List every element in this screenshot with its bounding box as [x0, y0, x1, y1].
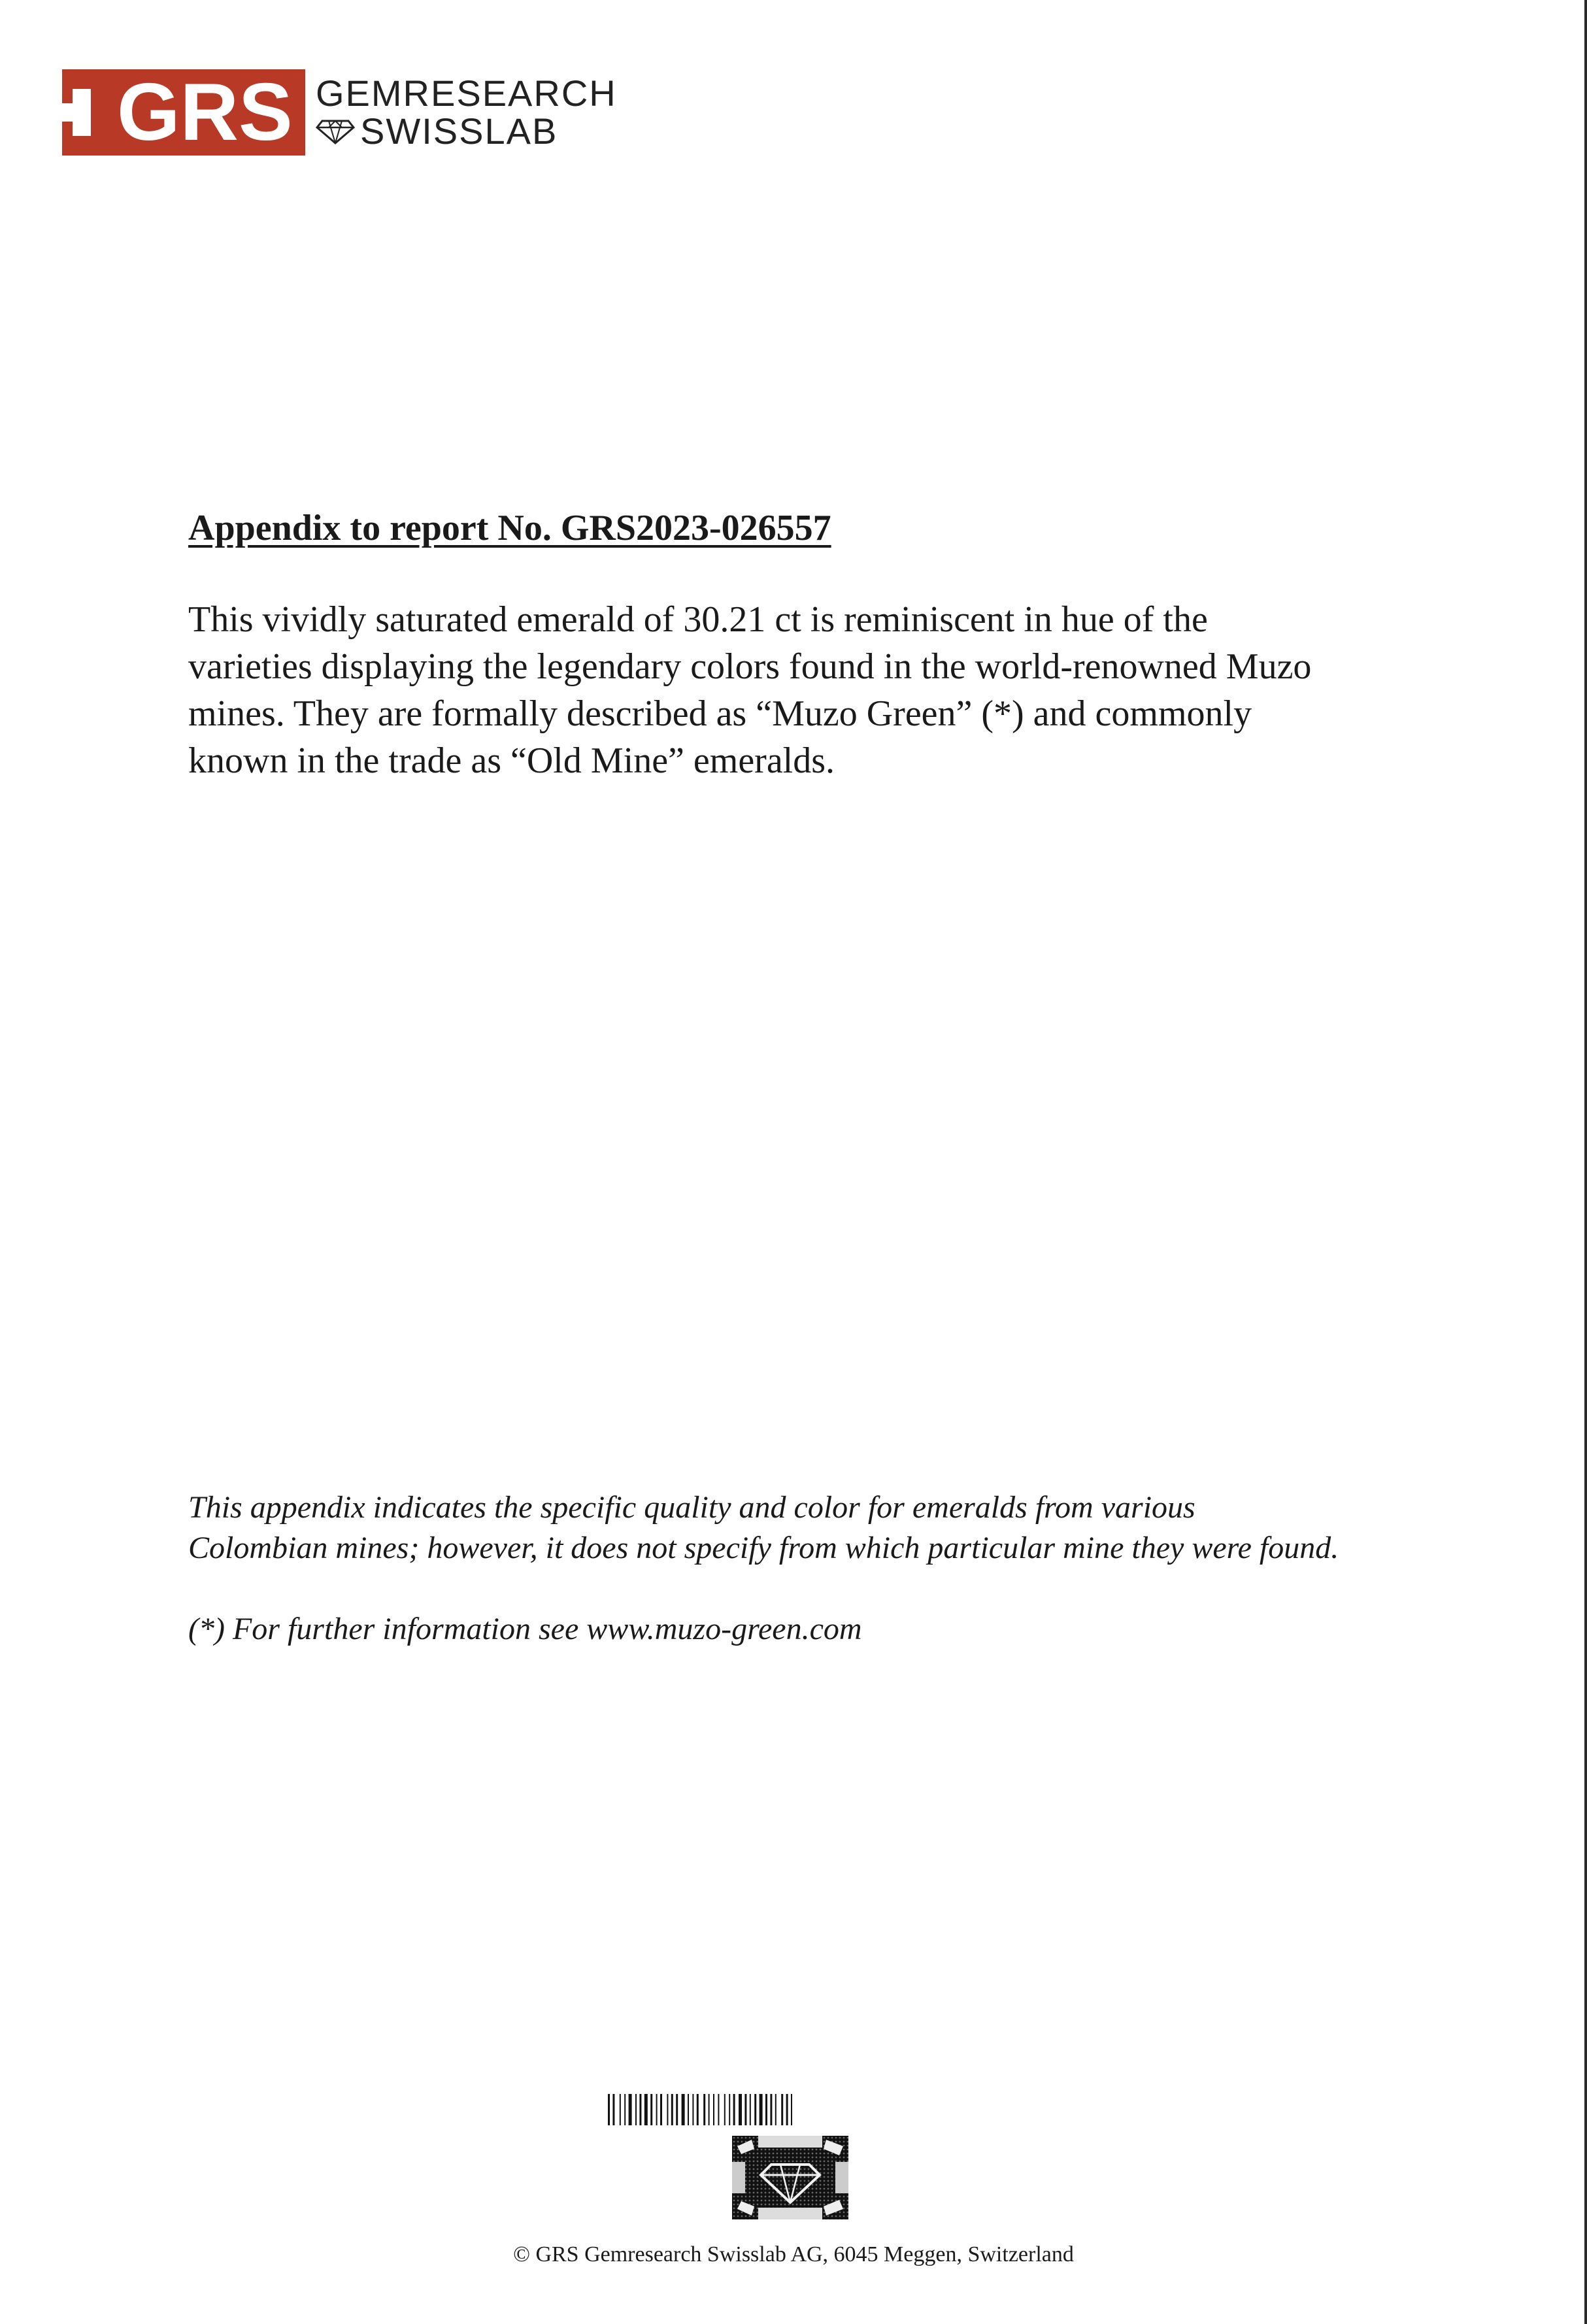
barcode-bar [718, 2094, 719, 2125]
barcode-bar [635, 2094, 637, 2125]
barcode-bar [639, 2094, 641, 2125]
footer-copyright: © GRS Gemresearch Swisslab AG, 6045 Meggen, Switzerland [513, 2242, 1074, 2266]
barcode-bar [697, 2094, 699, 2125]
disclaimer-line: Colombian mines; however, it does not specify from which particular mine they were found. [188, 1531, 1339, 1565]
grs-hologram-seal-icon [732, 2136, 848, 2219]
barcode-bar [608, 2094, 610, 2125]
disclaimer-line: This appendix indicates the specific quality and color for emeralds from various [188, 1490, 1195, 1525]
appendix-line: mines. They are formally described as “Muzo Green” (*) and commonly [188, 693, 1252, 734]
barcode-bar [656, 2094, 658, 2125]
barcode [608, 2094, 949, 2125]
barcode-bar [791, 2094, 792, 2125]
barcode-bar [744, 2094, 746, 2125]
barcode-bar [781, 2094, 783, 2125]
logo-letters: GRS [117, 67, 293, 158]
barcode-bar [620, 2094, 621, 2125]
diamond-icon [316, 118, 355, 144]
disclaimer-note [188, 1487, 1469, 1569]
appendix-line: This vividly saturated emerald of 30.21 ct is reminiscent in hue of the [188, 599, 1208, 640]
appendix-title: Appendix to report No. GRS2023-026557 [188, 508, 831, 548]
barcode-bar [644, 2094, 648, 2125]
logo-line-swisslab-row [316, 112, 617, 150]
footnote [188, 1609, 1469, 1650]
logo-line-gemresearch: GEMRESEARCH [316, 73, 617, 114]
barcode-bar [688, 2094, 689, 2125]
page-edge [1584, 0, 1587, 2324]
logo-wordmark [316, 75, 617, 150]
barcode-bar [660, 2094, 662, 2125]
barcode-bar [667, 2094, 668, 2125]
barcode-bar [709, 2094, 710, 2125]
barcode-bar [750, 2094, 751, 2125]
barcode-bar [765, 2094, 767, 2125]
barcode-bar [733, 2094, 735, 2125]
barcode-bar [729, 2094, 730, 2125]
barcode-bar [786, 2094, 788, 2125]
barcode-bar [629, 2094, 632, 2125]
barcode-bar [775, 2094, 777, 2125]
barcode-bar [739, 2094, 742, 2125]
barcode-bar [724, 2094, 726, 2125]
appendix-line: known in the trade as “Old Mine” emeralds. [188, 740, 835, 781]
barcode-bar [754, 2094, 756, 2125]
barcode-bar [682, 2094, 685, 2125]
swiss-cross-icon [62, 69, 101, 156]
barcode-bar [713, 2094, 714, 2125]
grs-logo [62, 69, 617, 156]
footnote-text: (*) For further information see www.muzo-green.com [188, 1612, 862, 1646]
barcode-bar [612, 2094, 614, 2125]
logo-line-swisslab: SWISSLAB [360, 110, 558, 152]
barcode-bar [760, 2094, 763, 2125]
barcode-bar [624, 2094, 626, 2125]
appendix-line: varieties displaying the legendary colors found in the world-renowned Muzo [188, 646, 1312, 687]
barcode-bar [650, 2094, 652, 2125]
logo-badge [62, 69, 305, 156]
barcode-bar [703, 2094, 705, 2125]
barcode-bar [676, 2094, 678, 2125]
barcode-bar [770, 2094, 772, 2125]
barcode-bar [671, 2094, 673, 2125]
barcode-bar [692, 2094, 693, 2125]
appendix-body [188, 596, 1443, 784]
